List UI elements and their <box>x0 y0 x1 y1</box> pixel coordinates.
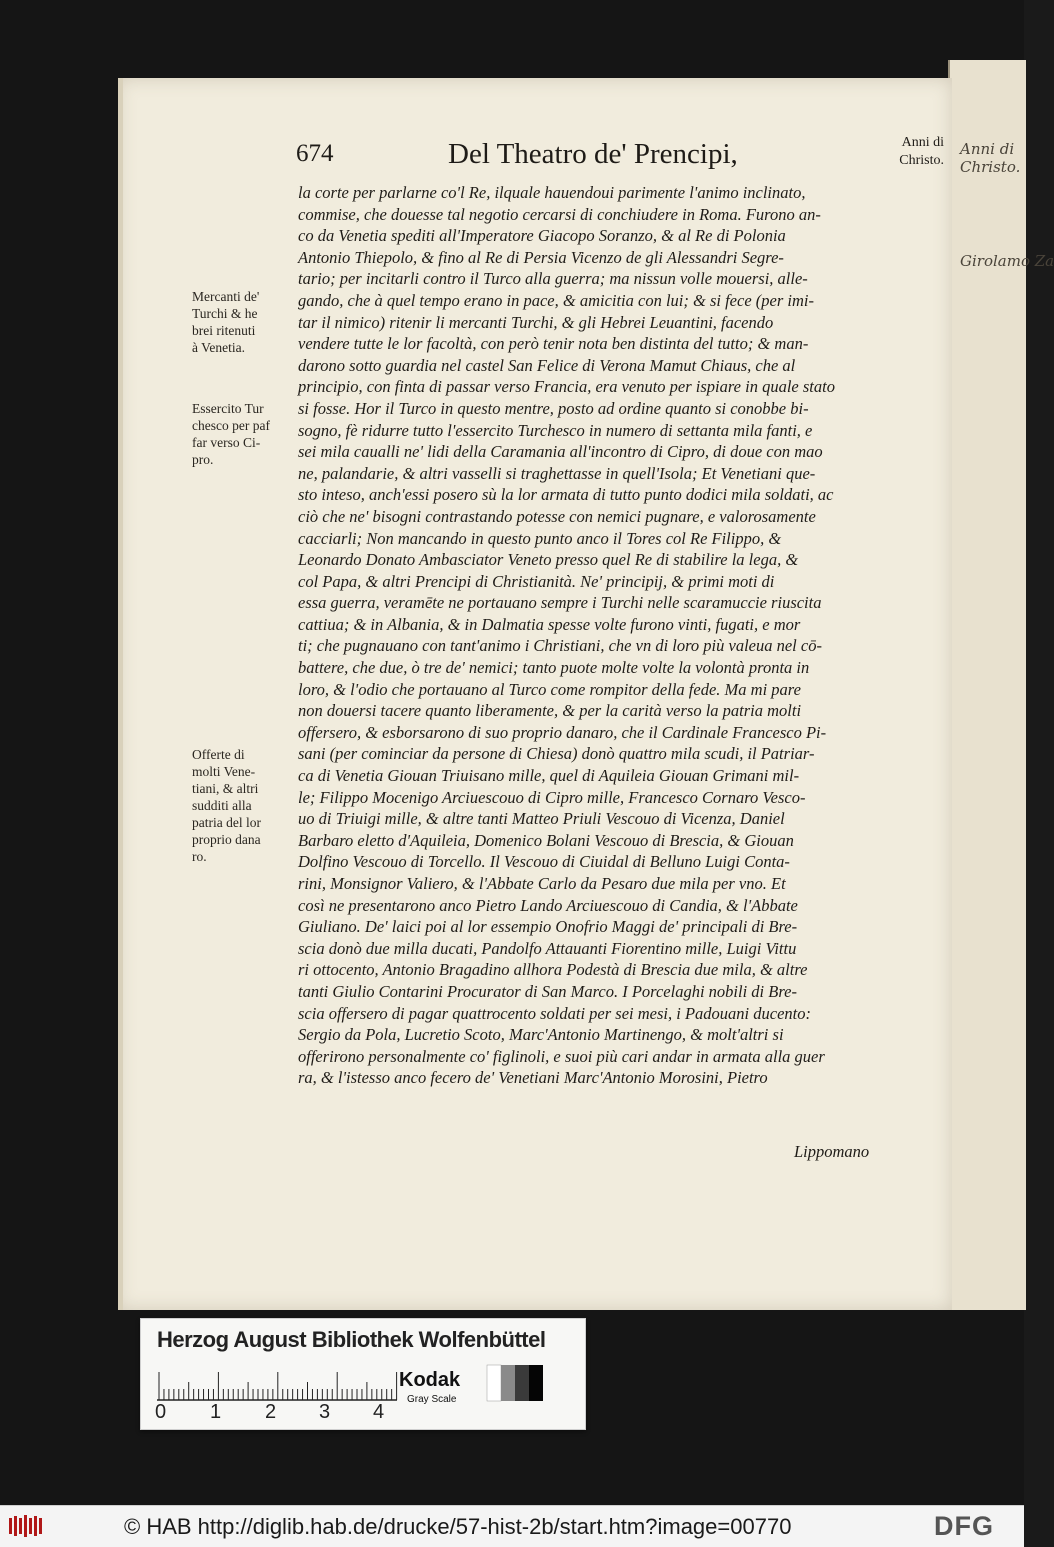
text-line: scia donò due milla ducati, Pandolfo Attauanti Fiorentino mille, Luigi Vittu <box>298 938 797 958</box>
viewer-footer <box>0 1505 1024 1547</box>
text-line: col Papa, & altri Prencipi di Christianità. Ne' principij, & primi moti di <box>298 571 775 591</box>
margin-note-line: Turchi & he <box>192 306 258 321</box>
text-line: sei mila caualli ne' lidi della Caramania all'incontro di Cipro, di doue con mao <box>298 442 823 462</box>
adjacent-page-edge <box>948 60 1054 1310</box>
body-text <box>298 182 912 1089</box>
text-line: sogno, fè ridurre tutto l'essercito Turchesco in numero di settanta mila fanti, e <box>298 420 813 440</box>
text-line: scia offersero di pagar quattrocento soldati per sei mesi, i Padouani ducento: <box>298 1003 811 1023</box>
source-url[interactable]: © HAB http://diglib.hab.de/drucke/57-hist-2b/start.htm?image=00770 <box>124 1514 792 1539</box>
text-line: cattiua; & in Albania, & in Dalmatia spesse volte furono vinti, fugati, e mor <box>298 614 801 634</box>
text-line: loro, & l'odio che portauano al Turco come rompitor della fede. Ma mi pare <box>298 679 801 699</box>
margin-note-line: pro. <box>192 452 214 467</box>
margin-note-line: proprio dana <box>192 832 261 847</box>
text-line: offersero, & esborsarono di suo proprio danaro, che il Cardinale Francesco Pi- <box>298 722 827 742</box>
catchword: Lippomano <box>794 1142 870 1161</box>
text-line: rini, Monsignor Valiero, & l'Abbate Carlo da Pesaro due mila per vno. Et <box>298 874 786 893</box>
text-line: co da Venetia spediti all'Imperatore Giacopo Soranzo, & al Re di Polonia <box>298 226 786 246</box>
margin-note-line: à Venetia. <box>192 340 245 355</box>
text-line: tar il nimico) ritenir li mercanti Turchi, & gli Hebrei Leuantini, facendo <box>298 312 774 332</box>
text-line: ciò che ne' bisogni contrastando potesse con nemici pugnare, e valorosamente <box>298 506 816 526</box>
text-line: ca di Venetia Giouan Triuisano mille, quel di Aquileia Giouan Grimani mil- <box>298 766 800 786</box>
text-line: vendere tutte le lor facoltà, con però tenir nota ben distinta del tutto; & man- <box>298 334 809 354</box>
margin-note <box>192 746 300 865</box>
ruler-scale <box>157 1371 397 1401</box>
text-line: battere, che due, ò tre de' nemici; tanto puote molte volte la volontà pronta in <box>298 658 810 678</box>
text-line: uo di Triuigi mille, & altre tanti Matteo Priuli Vescouo di Vicenza, Daniel <box>298 809 785 829</box>
margin-note-line: chesco per paf <box>192 418 270 433</box>
gray-scale-label: Gray Scale <box>407 1394 457 1405</box>
text-line: tanti Giulio Contarini Procurator di San Marco. I Porcelaghi nobili di Bre- <box>298 981 797 1001</box>
margin-note <box>192 400 300 468</box>
text-line: ti; che pugnauano con tant'animo i Christiani, che vn di loro più valeua nel cō- <box>298 636 822 656</box>
text-line: cacciarli; Non mancando in questo punto anco il Tores col Re Filippo, & <box>298 528 782 548</box>
margin-note-line: brei ritenuti <box>192 323 256 338</box>
text-line: ra, & l'istesso anco fecero de' Venetiani Marc'Antonio Morosini, Pietro <box>298 1068 768 1088</box>
kodak-logo: Kodak <box>399 1369 461 1391</box>
adjacent-page-text: Girolamo Za <box>960 252 1054 270</box>
text-line: sani (per cominciar da persone di Chiesa) donò quattro mila scudi, il Patriar- <box>298 744 815 764</box>
side-header-line: Christo. <box>899 153 944 168</box>
side-header-line: Anni di <box>901 135 944 150</box>
text-line: essa guerra, veramēte ne portauano sempre i Turchi nelle scaramuccie riuscita <box>298 593 822 613</box>
running-title: Del Theatro de' Prencipi, <box>448 138 738 170</box>
text-line: così ne presentarono anco Pietro Lando Arciuescouo di Candia, & l'Abbate <box>298 895 798 915</box>
text-line: Dolfino Vescouo di Torcello. Il Vescouo di Ciuidal di Belluno Luigi Conta- <box>298 852 790 872</box>
text-line: Barbaro eletto d'Aquileia, Domenico Bolani Vescouo di Brescia, & Giouan <box>298 830 794 850</box>
ruler-numbers <box>155 1401 415 1423</box>
ruler-number: 1 <box>210 1401 222 1423</box>
margin-note-line: Mercanti de' <box>192 289 260 304</box>
margin-note-line: sudditi alla <box>192 798 252 813</box>
text-line: gando, che à quel tempo erano in pace, & amicitia con lui; & si fece (per imi- <box>298 290 814 310</box>
text-line: le; Filippo Mocenigo Arciuescouo di Cipro mille, Francesco Cornaro Vesco- <box>298 787 806 807</box>
margin-note <box>192 288 300 356</box>
text-line: ri ottocento, Antonio Bragadino allhora Podestà di Brescia due mila, & altre <box>298 960 808 980</box>
adjacent-page-text: Anni di <box>960 140 1015 158</box>
text-line: sto inteso, anch'essi posero sù la lor armata di tutto punto dodici mila soldati, ac <box>298 485 834 505</box>
margin-note-line: Offerte di <box>192 747 245 762</box>
margin-note-line: far verso Ci- <box>192 435 261 450</box>
margin-note-line: patria del lor <box>192 815 261 830</box>
library-name: Herzog August Bibliothek Wolfenbüttel <box>157 1327 546 1352</box>
margin-note-line: tiani, & altri <box>192 781 259 796</box>
dfg-logo: DFG <box>934 1511 994 1541</box>
color-calibration-card <box>140 1318 586 1430</box>
text-line: Sergio da Pola, Lucretio Scoto, Marc'Antonio Martinengo, & molt'altri si <box>298 1025 784 1045</box>
text-line: commise, che douesse tal negotio cercarsi di conchiudere in Roma. Furono an- <box>298 204 821 224</box>
text-line: si fosse. Hor il Turco in questo mentre, posto ad ordine quanto si conobbe bi- <box>298 398 809 418</box>
hab-logo-icon <box>8 1514 42 1538</box>
gray-swatches <box>487 1365 543 1401</box>
text-line: Giuliano. De' laici poi al lor essempio Onofrio Maggi de' principali di Bre- <box>298 917 798 937</box>
margin-note-line: molti Vene- <box>192 764 256 779</box>
text-line: ne, palandarie, & altri vasselli si traghettasse in quell'Isola; Et Venetiani que- <box>298 463 816 483</box>
ruler-number: 0 <box>155 1401 167 1423</box>
book-page <box>118 78 952 1310</box>
text-line: darono sotto guardia nel castel San Felice di Verona Mamut Chiaus, che al <box>298 355 796 375</box>
text-line: non douersi tacere quanto liberamente, & per la carità verso la patria molti <box>298 701 802 721</box>
side-header <box>878 134 944 170</box>
text-line: la corte per parlarne co'l Re, ilquale hauendoui parimente l'animo inclinato, <box>298 183 806 202</box>
text-line: offerirono personalmente co' figlinoli, e suoi più cari andar in armata alla guer <box>298 1046 825 1066</box>
margin-note-line: Essercito Tur <box>192 401 264 416</box>
adjacent-page-text: Christo. <box>960 158 1021 176</box>
page-number: 674 <box>296 140 334 167</box>
margin-note-line: ro. <box>192 849 207 864</box>
text-line: tario; per incitarli contro il Turco alla guerra; ma nissun volle mouersi, alle- <box>298 269 808 289</box>
text-line: Antonio Thiepolo, & fino al Re di Persia Vicenzo de gli Alessandri Segre- <box>298 247 784 267</box>
text-line: principio, con finta di passar verso Francia, era venuto per ispiare in quale stato <box>298 377 835 397</box>
ruler-number: 4 <box>373 1401 385 1423</box>
ruler-number: 3 <box>319 1401 331 1423</box>
ruler-number: 2 <box>265 1401 277 1423</box>
text-line: Leonardo Donato Ambasciator Veneto presso quel Re di stabilire la lega, & <box>298 550 799 570</box>
